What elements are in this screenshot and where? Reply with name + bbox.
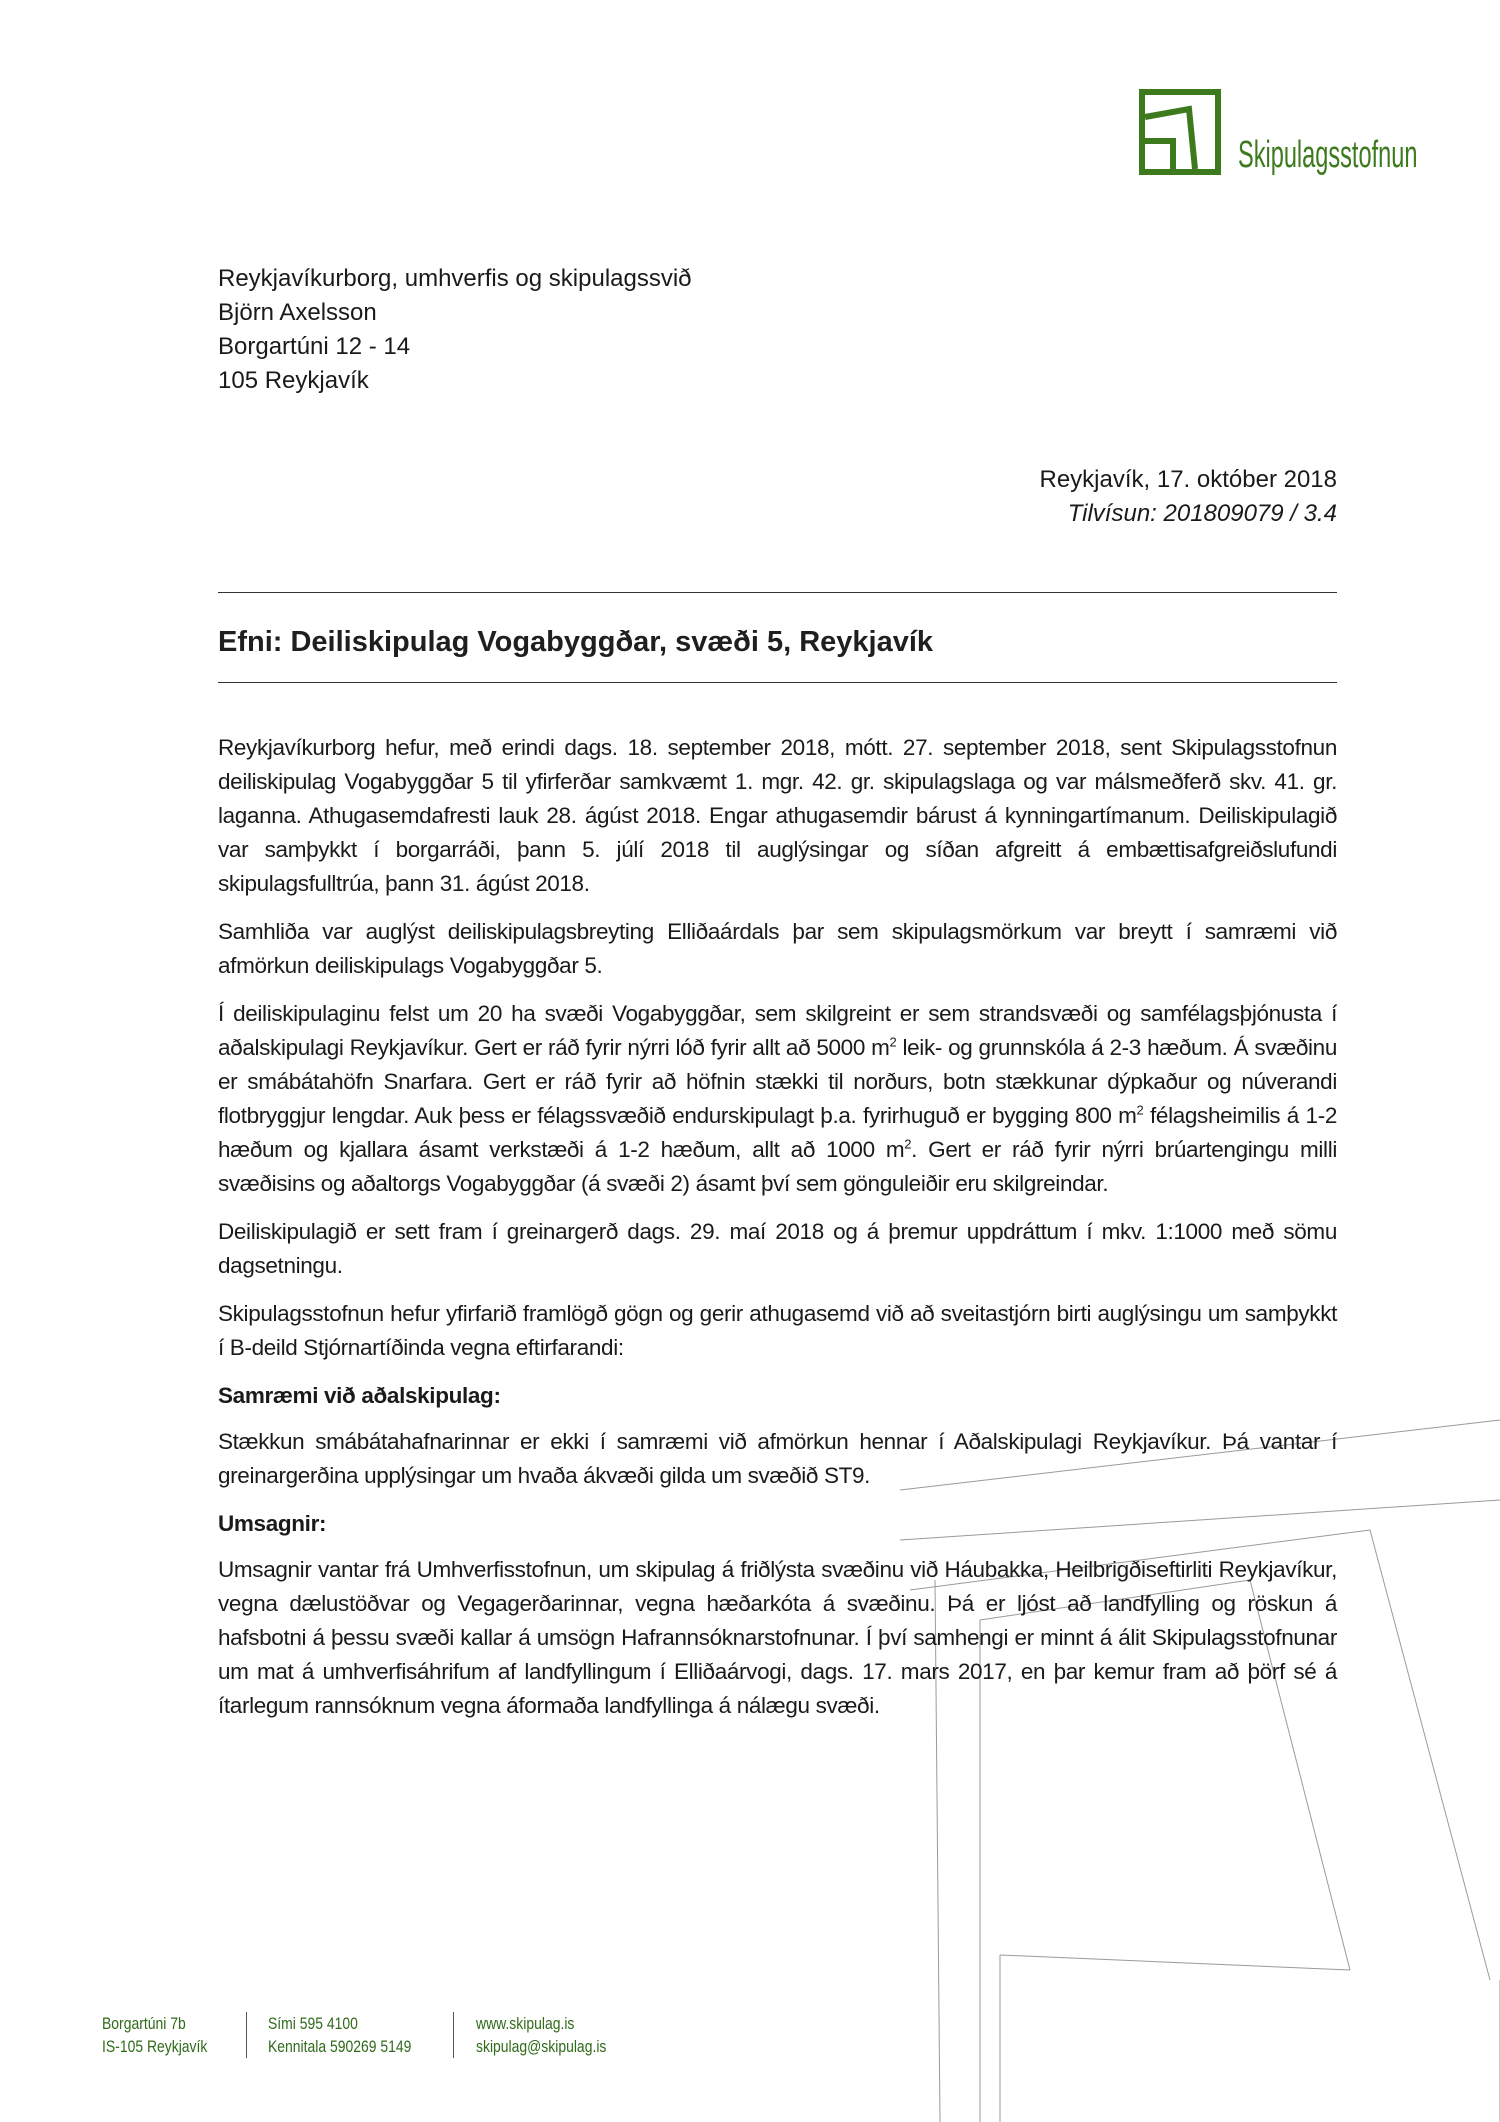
recipient-line: Reykjavíkurborg, umhverfis og skipulagssvið [218,265,692,292]
paragraph: Samhliða var auglýst deiliskipulagsbreyting Elliðaárdals þar sem skipulagsmörkum var breytt í samræmi við afmörkun deiliskipulags Vogabyggðar 5. [218,919,1337,978]
footer-phone: Sími 595 4100 [268,2014,358,2033]
divider [218,682,1337,683]
footer-divider [246,2012,247,2058]
recipient-address [218,262,692,398]
reference-number: Tilvísun: 201809079 / 3.4 [1067,500,1337,527]
paragraph: Skipulagsstofnun hefur yfirfarið framlögð gögn og gerir athugasemd við að sveitastjórn birti auglýsingu um samþykkt í B-deild Stjórnartíðinda vegna eftirfarandi: [218,1301,1337,1360]
superscript: 2 [904,1136,912,1152]
footer-email-link[interactable]: skipulag@skipulag.is [476,2037,607,2056]
recipient-line: 105 Reykjavík [218,367,369,394]
logo-text: Skipulagsstofnun [1238,134,1418,176]
footer-address [102,2012,207,2058]
paragraph: Reykjavíkurborg hefur, með erindi dags. 18. september 2018, mótt. 27. september 2018, sent Skipulagsstofnun deiliskipulag Vogabyggðar 5 til yfirferðar samkvæmt 1. mgr. 42. gr. skipulagslaga og var málsmeðferð skv. 41. gr. laganna. Athugasemdafresti lauk 28. ágúst 2018. Engar athugasemdir bárust á kynningartímanum. Deiliskipulagið var samþykkt í borgarráði, þann 5. júlí 2018 til auglýsingar og síðan afgreitt á embættisafgreiðslufundi skipulagsfulltrúa, þann 31. ágúst 2018. [218,735,1337,896]
footer-street: Borgartúni 7b [102,2014,186,2033]
letter-date: Reykjavík, 17. október 2018 [1039,466,1337,493]
footer-website-link[interactable]: www.skipulag.is [476,2014,575,2033]
recipient-line: Borgartúni 12 - 14 [218,333,411,360]
divider [218,592,1337,593]
footer-divider [453,2012,454,2058]
paragraph: Umsagnir vantar frá Umhverfisstofnun, um skipulag á friðlýsta svæðinu við Háubakka, Heilbrigðiseftirliti Reykjavíkur, vegna dælustöðvar og Vegagerðarinnar, vegna hæðarkóta á svæðinu. Þá er ljóst að landfylling og röskun á hafsbotni á þessu svæði kallar á umsögn Hafrannsóknarstofnunar. Í því samhengi er minnt á álit Skipulagsstofnunar um mat á umhverfisáhrifum af landfyllingum í Elliðaárvogi, dags. 17. mars 2017, en þar kemur fram að þörf sé á ítarlegum rannsóknum vegna áformaða landfyllinga á nálægu svæði. [218,1557,1337,1718]
footer-kennitala: Kennitala 590269 5149 [268,2037,412,2056]
section-heading: Samræmi við aðalskipulag: [218,1383,501,1408]
skipulagsstofnun-logo-icon [1139,89,1221,175]
paragraph: Deiliskipulagið er sett fram í greinargerð dags. 29. maí 2018 og á þremur uppdráttum í mkv. 1:1000 með sömu dagsetningu. [218,1219,1337,1278]
superscript: 2 [1136,1102,1144,1118]
footer-contact [268,2012,411,2058]
text-run: Í deiliskipulaginu felst um 20 ha svæði Vogabyggðar, sem skilgreint er sem strandsvæði og samfélagsþjónusta í aðalskipulagi Reykjavíkur. Gert er ráð fyrir nýrri lóð fyrir allt að 5000 m [218,1001,1337,1060]
subject-heading: Efni: Deiliskipulag Vogabyggðar, svæði 5, Reykjavík [218,626,934,658]
text-run: félagsheimilis á 1-2 hæðum og kjallara ásamt verkstæði á 1-2 hæðum, allt að 1000 m [218,1103,1338,1162]
paragraph [218,997,1337,1201]
footer-web [476,2012,606,2058]
text-run: leik- og grunnskóla á 2-3 hæðum. Á svæðinu er smábátahöfn Snarfara. Gert er ráð fyrir að höfnin stækki til norðurs, botn stækkunar dýpkaður og núverandi flotbryggjur lengdar. Auk þess er félagssvæðið endurskipulagt þ.a. fyrirhuguð er bygging 800 m [218,1035,1337,1128]
paragraph: Stækkun smábátahafnarinnar er ekki í samræmi við afmörkun hennar í Aðalskipulagi Reykjavíkur. Þá vantar í greinargerðina upplýsingar um hvaða ákvæði gilda um svæðið ST9. [218,1429,1337,1488]
letter-body [218,731,1337,1737]
text-run: . Gert er ráð fyrir nýrri brúartengingu milli svæðisins og aðaltorgs Vogabyggðar (á svæði 2) ásamt því sem gönguleiðir eru skilgreindar. [218,1137,1337,1196]
recipient-line: Björn Axelsson [218,299,377,326]
date-block [1039,463,1337,531]
section-heading: Umsagnir: [218,1511,327,1536]
superscript: 2 [889,1034,897,1050]
footer-city: IS-105 Reykjavík [102,2037,208,2056]
